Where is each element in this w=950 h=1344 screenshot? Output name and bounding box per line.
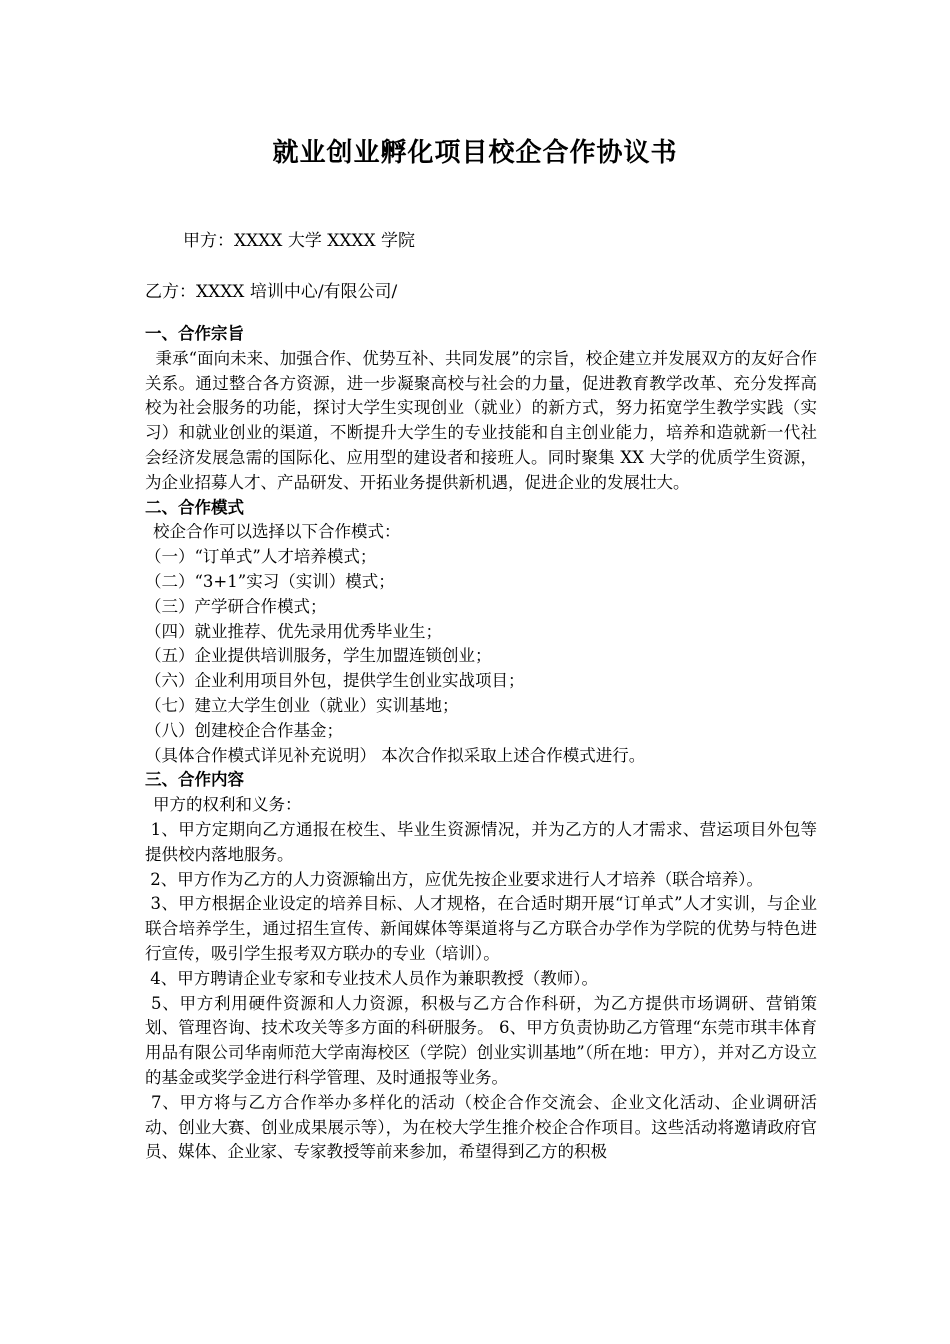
content-intro: 甲方的权利和义务： (153, 795, 302, 815)
mode-item: （四）就业推荐、优先录用优秀毕业生； (145, 621, 442, 641)
content-item: 1、甲方定期向乙方通报在校生、毕业生资源情况，并为乙方的人才需求、营运项目外包等提供校内落地服务。 (145, 819, 818, 864)
modes-note: （具体合作模式详见补充说明） 本次合作拟采取上述合作模式进行。 (145, 745, 646, 765)
content-item: 5、甲方利用硬件资源和人力资源，积极与乙方合作科研，为乙方提供市场调研、营销策划、管理咨询、技术攻关等多方面的科研服务。 6、甲方负责协助乙方管理“东莞市琪丰体育用品有限公司华南师范大学南海校区（学院）创业实训基地”（所在地：甲方），并对乙方设立的基金或奖学金进行科学管理、及时通报等业务。 (145, 993, 817, 1087)
mode-item: （五）企业提供培训服务，学生加盟连锁创业； (145, 646, 492, 666)
content-item: 7、甲方将与乙方合作举办多样化的活动（校企合作交流会、企业文化活动、企业调研活动、创业大赛、创业成果展示等），为在校大学生推介校企合作项目。这些活动将邀请政府官员、媒体、企业家、专家教授等前来参加，希望得到乙方的积极 (145, 1092, 817, 1162)
section-heading-content: 三、合作内容 (145, 770, 244, 790)
modes-intro: 校企合作可以选择以下合作模式： (153, 522, 401, 542)
mode-item: （八）创建校企合作基金； (145, 720, 343, 740)
mode-item: （二）“3+1”实习（实训）模式； (145, 571, 395, 591)
document-body (145, 322, 817, 1165)
section-heading-modes: 二、合作模式 (145, 497, 244, 517)
section-heading-purpose: 一、合作宗旨 (145, 324, 244, 343)
mode-item: （七）建立大学生创业（就业）实训基地； (145, 695, 459, 715)
content-item: 2、甲方作为乙方的人力资源输出方，应优先按企业要求进行人才培养（联合培养）。 (145, 869, 763, 889)
party-a-line: 甲方：XXXX 大学 XXXX 学院 (183, 231, 416, 251)
mode-item: （三）产学研合作模式； (145, 596, 327, 616)
section-purpose-paragraph: 秉承“面向未来、加强合作、优势互补、共同发展”的宗旨，校企建立并发展双方的友好合作关系。通过整合各方资源，进一步凝聚高校与社会的力量，促进教育教学改革、充分发挥高校为社会服务的功能，探讨大学生实现创业（就业）的新方式，努力拓宽学生教学实践（实习）和就业创业的渠道，不断提升大学生的专业技能和自主创业能力，培养和造就新一代社会经济发展急需的国际化、应用型的建设者和接班人。同时聚集 XX 大学的优质学生资源，为企业招募人才、产品研发、开拓业务提供新机遇，促进企业的发展壮大。 (145, 348, 817, 492)
content-item: 3、甲方根据企业设定的培养目标、人才规格，在合适时期开展“订单式”人才实训，与企业联合培养学生，通过招生宣传、新闻媒体等渠道将与乙方联合办学作为学院的优势与特色进行宣传，吸引学生报考双方联办的专业（培训）。 (145, 894, 817, 963)
mode-item: （六）企业利用项目外包，提供学生创业实战项目； (145, 671, 525, 691)
party-b-line: 乙方：XXXX 培训中心/有限公司/ (145, 282, 398, 302)
document-title: 就业创业孵化项目校企合作协议书 (272, 138, 678, 168)
mode-item: （一）“订单式”人才培养模式； (145, 547, 377, 567)
content-item: 4、甲方聘请企业专家和专业技术人员作为兼职教授（教师）。 (145, 968, 598, 988)
